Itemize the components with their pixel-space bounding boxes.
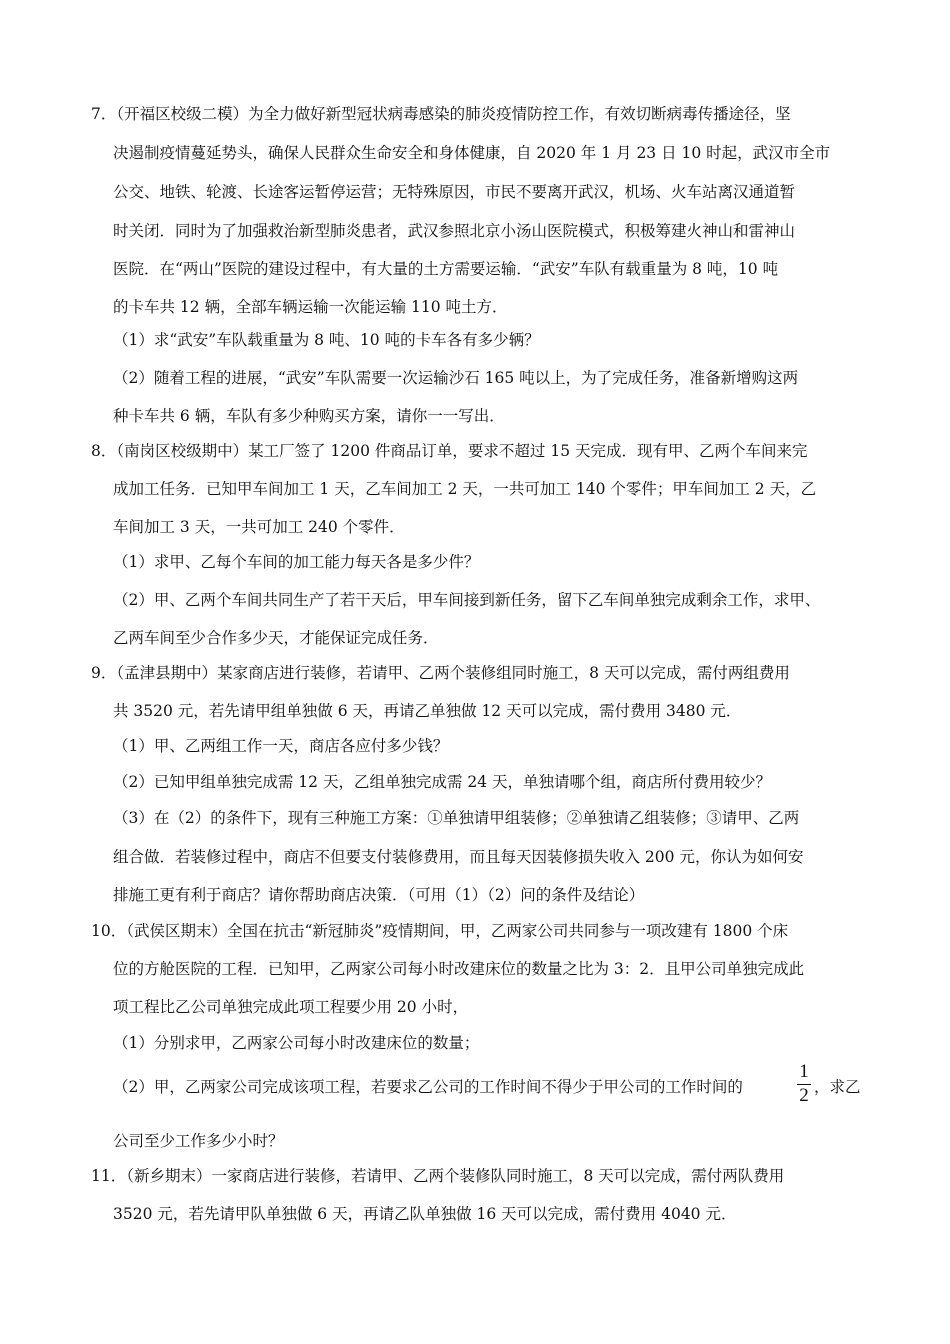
problem-7-line-3: 公交、地铁、轮渡、长途客运暂停运营；无特殊原因，市民不要离开武汉，机场、火车站离汉通道暂 — [113, 183, 796, 201]
problem-9-part-1: （1）甲、乙两组工作一天，商店各应付多少钱？ — [113, 737, 449, 755]
problem-10-line-3: 项工程比乙公司单独完成此项工程要少用 20 小时， — [113, 998, 469, 1016]
fraction-numerator: 1 — [799, 1061, 809, 1082]
problem-10-part-2-tail: ，求乙 — [814, 1078, 861, 1096]
problem-7-part-2: （2）随着工程的进展，“武安”车队需要一次运输沙石 165 吨以上，为了完成任务，准备新增购这两 — [113, 369, 799, 387]
problem-8-line-3: 车间加工 3 天，一共可加工 240 个零件． — [113, 518, 405, 536]
problem-8-line-2: 成加工任务．已知甲车间加工 1 天，乙车间加工 2 天，一共可加工 140 个零件；甲车间加工 2 天，乙 — [113, 480, 817, 498]
fraction-denominator: 2 — [799, 1085, 809, 1106]
problem-8-part-2: （2）甲、乙两个车间共同生产了若干天后，甲车间接到新任务，留下乙车间单独完成剩余工作，求甲、 — [113, 591, 821, 609]
problem-9-part-2: （2）已知甲组单独完成需 12 天，乙组单独完成需 24 天，单独请哪个组，商店所付费用较少？ — [113, 773, 772, 791]
problem-7-line-1: 7．（开福区校级二模）为全力做好新型冠状病毒感染的肺炎疫情防控工作，有效切断病毒传播途径，坚 — [91, 105, 791, 123]
problem-11-line-2: 3520 元，若先请甲队单独做 6 天，再请乙队单独做 16 天可以完成，需付费用 4040 元． — [113, 1205, 737, 1223]
problem-7-part-2-cont: 种卡车共 6 辆，车队有多少种购买方案，请你一一写出． — [113, 407, 505, 425]
problem-9-line-2: 共 3520 元，若先请甲组单独做 6 天，再请乙单独做 12 天可以完成，需付费用 3480 元． — [113, 702, 742, 720]
problem-7-line-4: 时关闭．同时为了加强救治新型肺炎患者，武汉参照北京小汤山医院模式，积极筹建火神山和雷神山 — [113, 222, 796, 240]
fraction-one-half — [796, 1062, 812, 1108]
problem-11-line-1: 11．（新乡期末）一家商店进行装修，若请甲、乙两个装修队同时施工，8 天可以完成，需付两队费用 — [91, 1167, 785, 1185]
problem-7-line-2: 决遏制疫情蔓延势头，确保人民群众生命安全和身体健康，自 2020 年 1 月 23 日 10 时起，武汉市全市 — [113, 144, 831, 162]
problem-7-line-6: 的卡车共 12 辆，全部车辆运输一次能运输 110 吨土方． — [113, 298, 508, 316]
problem-9-line-1: 9．（孟津县期中）某家商店进行装修，若请甲、乙两个装修组同时施工，8 天可以完成，需付两组费用 — [91, 664, 790, 682]
problem-9-part-3: （3）在（2）的条件下，现有三种施工方案：①单独请甲组装修；②单独请乙组装修；③请甲、乙两 — [113, 809, 800, 827]
problem-10-part-2: （2）甲，乙两家公司完成该项工程，若要求乙公司的工作时间不得少于甲公司的工作时间的 — [113, 1078, 743, 1096]
problem-8-line-1: 8．（南岗区校级期中）某工厂签了 1200 件商品订单，要求不超过 15 天完成．现有甲、乙两个车间来完 — [91, 442, 808, 460]
problem-10-line-1: 10．（武侯区期末）全国在抗击“新冠肺炎”疫情期间，甲，乙两家公司共同参与一项改建有 1800 个床 — [91, 922, 789, 940]
problem-9-part-3-cont-1: 组合做．若装修过程中，商店不但要支付装修费用，而且每天因装修损失收入 200 元，你认为如何安 — [113, 848, 804, 866]
problem-9-part-3-cont-2: 排施工更有利于商店？请你帮助商店决策．（可用（1）（2）问的条件及结论） — [113, 886, 645, 904]
problem-8-part-2-cont: 乙两车间至少合作多少天，才能保证完成任务． — [113, 629, 439, 647]
problem-10-part-2-cont: 公司至少工作多少小时？ — [113, 1132, 284, 1150]
problem-10-line-2: 位的方舱医院的工程．已知甲，乙两家公司每小时改建床位的数量之比为 3：2．且甲公司单独完成此 — [113, 960, 805, 978]
problem-7-line-5: 医院．在“两山”医院的建设过程中，有大量的土方需要运输．“武安”车队有载重量为 8 吨，10 吨 — [113, 260, 779, 278]
problem-8-part-1: （1）求甲、乙每个车间的加工能力每天各是多少件？ — [113, 553, 480, 571]
problem-7-part-1: （1）求“武安”车队载重量为 8 吨、10 吨的卡车各有多少辆？ — [113, 331, 540, 349]
problem-10-part-1: （1）分别求甲，乙两家公司每小时改建床位的数量； — [113, 1034, 480, 1052]
